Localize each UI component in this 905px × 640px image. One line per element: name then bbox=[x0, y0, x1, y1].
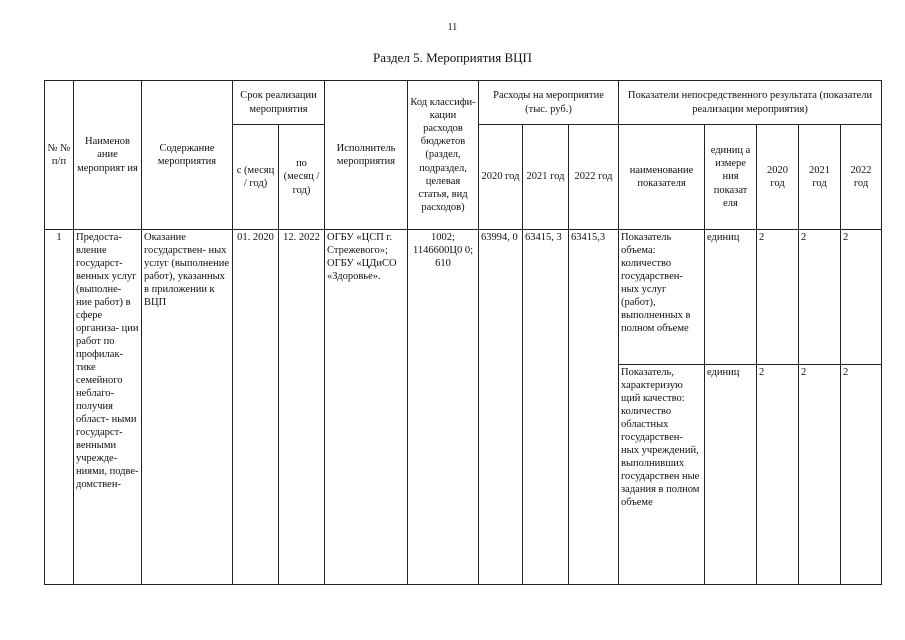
header-content: Содержание мероприятия bbox=[142, 81, 233, 230]
section-title: Раздел 5. Мероприятия ВЦП bbox=[373, 50, 532, 65]
header-ind-2020: 2020 год bbox=[757, 125, 799, 230]
row-exp-2022: 63415,3 bbox=[569, 230, 619, 585]
header-executor: Исполнитель мероприятия bbox=[325, 81, 408, 230]
header-ind-2022: 2022 год bbox=[841, 125, 882, 230]
header-indicators: Показатели непосредственного результата (показатели реализации мероприятия) bbox=[619, 81, 882, 125]
header-expenses: Расходы на мероприятие (тыс. руб.) bbox=[479, 81, 619, 125]
indicator-value-2022: 2 bbox=[841, 365, 882, 585]
header-term-to: по (месяц / год) bbox=[279, 125, 325, 230]
header-term-from: с (месяц / год) bbox=[233, 125, 279, 230]
row-content: Оказание государствен- ных услуг (выполнение работ), указанных в приложении к ВЦП bbox=[142, 230, 233, 585]
header-exp-2022: 2022 год bbox=[569, 125, 619, 230]
row-term-to: 12. 2022 bbox=[279, 230, 325, 585]
indicator-name: Показатель, характеризую щий качество: количество областных государствен- ных учреждений, выполнивших государствен ные задания в полном объеме bbox=[619, 365, 705, 585]
header-num: № № п/п bbox=[45, 81, 74, 230]
measures-table bbox=[44, 80, 882, 585]
row-term-from: 01. 2020 bbox=[233, 230, 279, 585]
header-name: Наименов ание мероприят ия bbox=[74, 81, 142, 230]
header-ind-name: наименование показателя bbox=[619, 125, 705, 230]
indicator-value-2021: 2 bbox=[799, 230, 841, 365]
indicator-value-2022: 2 bbox=[841, 230, 882, 365]
row-num: 1 bbox=[45, 230, 74, 585]
table-row bbox=[45, 230, 882, 365]
row-exp-2021: 63415, 3 bbox=[523, 230, 569, 585]
header-ind-2021: 2021 год bbox=[799, 125, 841, 230]
indicator-unit: единиц bbox=[705, 230, 757, 365]
indicator-unit: единиц bbox=[705, 365, 757, 585]
row-measure-name: Предоста- вление государст- венных услуг (выполне- ние работ) в сфере организа- ции работ по профилак- тике семейного неблаго- получия област- ными государст- венными учрежде- ниями, подве- домствен- bbox=[74, 230, 142, 585]
indicator-name: Показатель объема: количество государствен- ных услуг (работ), выполненных в полном объеме bbox=[619, 230, 705, 365]
page-number: 11 bbox=[447, 22, 458, 33]
header-exp-2021: 2021 год bbox=[523, 125, 569, 230]
row-executor: ОГБУ «ЦСП г. Стрежевого»; ОГБУ «ЦДиСО «Здоровье». bbox=[325, 230, 408, 585]
indicator-value-2021: 2 bbox=[799, 365, 841, 585]
indicator-value-2020: 2 bbox=[757, 230, 799, 365]
row-code: 1002; 1146600Ц0 0; 610 bbox=[408, 230, 479, 585]
header-ind-unit: единиц а измере ния показат еля bbox=[705, 125, 757, 230]
header-code: Код классифи- кации расходов бюджетов (раздел, подраздел, целевая статья, вид расходов) bbox=[408, 81, 479, 230]
row-exp-2020: 63994, 0 bbox=[479, 230, 523, 585]
header-term: Срок реализации мероприятия bbox=[233, 81, 325, 125]
indicator-value-2020: 2 bbox=[757, 365, 799, 585]
header-exp-2020: 2020 год bbox=[479, 125, 523, 230]
